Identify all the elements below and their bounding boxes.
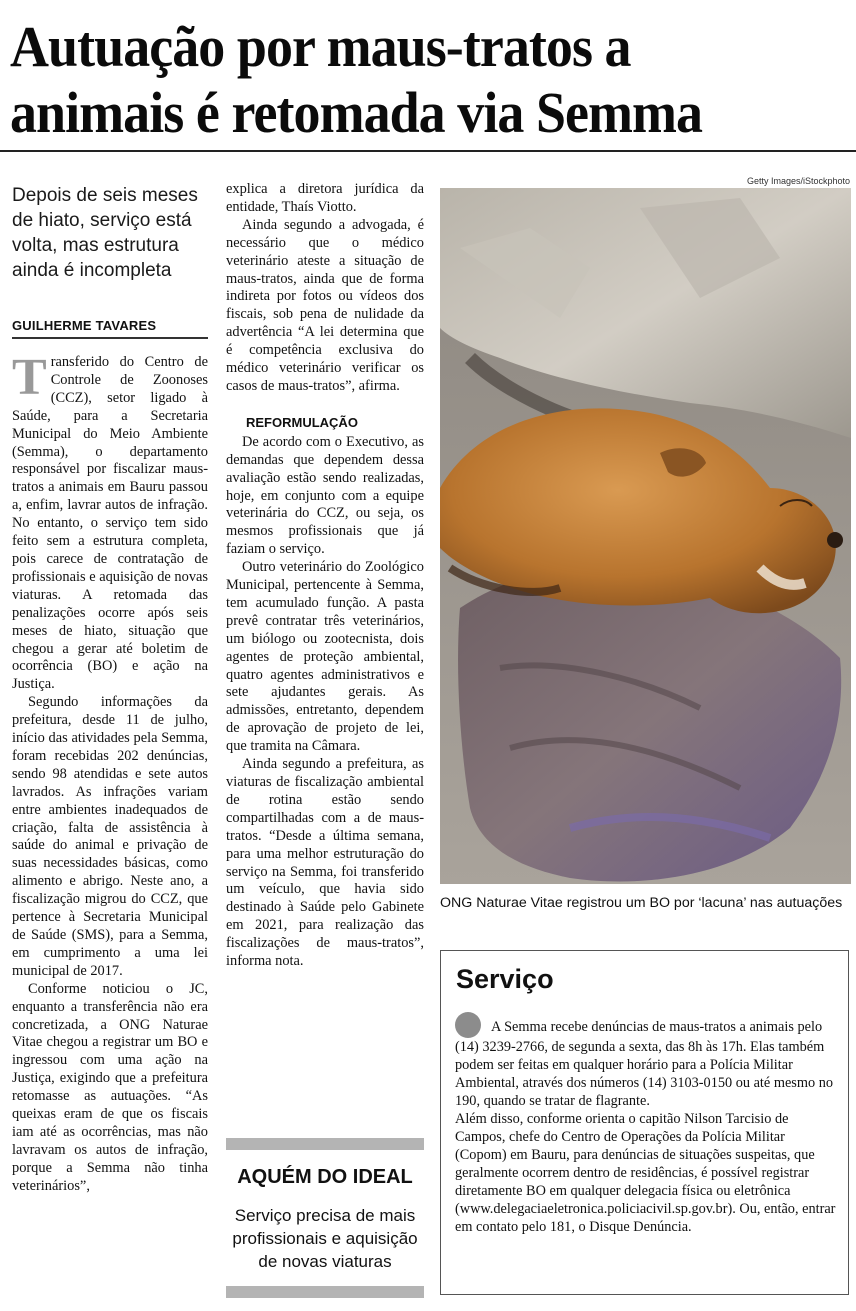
byline: GUILHERME TAVARES [12,318,208,339]
headline-line-1: Autuação por maus-tratos a [10,14,631,79]
servico-paragraph-2: Além disso, conforme orienta o capitão Nilson Tarcisio de Campos, chefe do Centro de Operações da Polícia Militar (Copom) em Bauru, para denúncias de situações suspeitas, que geralmente ocorrem dentro de residências, é possível registrar diretamente BO em qualquer delegacia física ou eletrônica (www.delegaciaeletronica.policiacivil.sp.gov.br). Ou, então, entrar em contato pelo 181, o Disque Denúncia. [455,1111,836,1235]
dog-photo [440,188,851,884]
paragraph-3: Conforme noticiou o JC, enquanto a transferência não era concretizada, a ONG Naturae Vitae chegou a registrar um BO e ingressou com uma ação na Justiça, exigindo que a prefeitura retomasse as autuações. “As queixas eram de que os fiscais iam até as ocorrências, mas não lavravam os autos de infração, porque a Semma não tinha veterinários”, [12,980,208,1194]
photo-credit: Getty Images/iStockphoto [746,176,850,186]
bullet-icon [455,1012,481,1038]
deck-subtitle: Depois de seis meses de hiato, serviço está volta, mas estrutura ainda é incompleta [12,185,198,281]
article-column-2 [226,181,424,1111]
paragraph-2: Segundo informações da prefeitura, desde 11 de julho, início das atividades pela Semma, foram recebidas 202 denúncias, sendo 98 atendidas e sete autos lavrados. As infrações variam entre ambientes inadequados de criação, falta de assistência à saúde do animal e privação de suas necessidades básicas, como alimento e abrigo. Neste ano, a fiscalização migrou do CCZ, que pertence à Secretaria Municipal de Saúde (SMS), para a Semma, em cumprimento a uma lei municipal de 2017. [12,694,208,979]
pull-quote-text: Serviço precisa de mais profissionais e aquisição de novas viaturas [232,1206,418,1271]
pull-quote-title: AQUÉM DO IDEAL [237,1166,413,1188]
photo-caption: ONG Naturae Vitae registrou um BO por ‘lacuna’ nas autuações [440,895,843,911]
paragraph-5: Ainda segundo a advogada, é necessário que o médico veterinário ateste a situação de maus-tratos, ainda que de forma indireta por fotos ou vídeos dos fiscais, sob pena de nulidade da advertência “A lei determina que é competência exclusiva do médico veterinário verificar os casos de maus-tratos”, afirma. [226,216,424,394]
paragraph-8: Ainda segundo a prefeitura, as viaturas de fiscalização ambiental de rotina estão sendo compartilhadas com a de maus-tratos. “Desde a última semana, para uma melhor estruturação do serviço na Semma, foi transferido um veículo, que havia sido destinado à Saúde pelo Gabinete em 2021, para realização das fiscalizações de maus-tratos”, informa nota. [226,756,424,970]
headline [10,14,791,146]
servico-title: Serviço [456,964,554,994]
paragraph-6: De acordo com o Executivo, as demandas que dependem dessa avaliação estão sendo realizadas, hoje, em conjunto com a equipe veterinária do CCZ, ou seja, os mesmos profissionais que já faziam o serviço. [226,433,424,558]
headline-line-2: animais é retomada via Semma [10,80,703,145]
servico-paragraph-1: A Semma recebe denúncias de maus-tratos a animais pelo (14) 3239-2766, de segunda a sexta, das 8h às 17h. Elas também podem ser feitas em qualquer horário para a Polícia Militar Ambiental, através dos números (14) 3103-0150 ou até mesmo no 190, quando se tratar de flagrante. [455,1012,840,1110]
headline-rule [0,150,856,152]
paragraph-4: explica a diretora jurídica da entidade, Thaís Viotto. [226,181,424,215]
paragraph-7: Outro veterinário do Zoológico Municipal, pertencente à Semma, tem acumulado função. A pasta prevê contratar três veterinários, um biólogo ou zootecnista, dois agentes de proteção ambiental, quatro agentes administrativos e sete ajudantes gerais. As admissões, entretanto, dependem de aprovação de projeto de lei, que tramita na Câmara. [226,559,424,755]
drop-cap: T [12,354,47,406]
article-column-1 [12,354,208,1304]
servico-text [455,1012,840,1236]
subheading-reformulacao: REFORMULAÇÃO [246,414,358,430]
paragraph-1: Transferido do Centro de Controle de Zoonoses (CCZ), setor ligado à Saúde, para a Secretaria Municipal do Meio Ambiente (Semma), o departamento responsável por fiscalizar maus-tratos a animais em Bauru passou a, enfim, lavrar autos de infração. No entanto, o serviço tem sido feito sem a estrutura completa, pois carece de contratação de profissionais e aquisição de novas viaturas. A retomada das penalizações ocorre após seis meses de hiato, situação que chegou a gerar até boletim de ocorrência (BO) e ação na Justiça. [12,354,208,693]
